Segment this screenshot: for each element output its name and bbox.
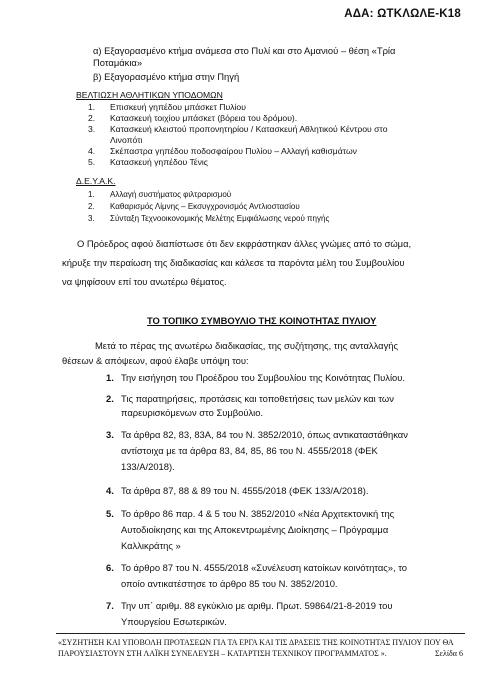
consideration-text: Την εισήγηση του Προέδρου του Συμβουλίου της Κοινότητας Πυλίου. (121, 372, 405, 383)
consideration-text: Την υπ΄ αριθμ. 88 εγκύκλιο με αριθμ. Πρωτ. 59864/21-8-2019 του (121, 600, 393, 611)
list-number: 3. (88, 214, 95, 223)
list-text: Καθαρισμός Λίμνης – Εκσυγχρονισμός Αντλιοστασίου (110, 202, 300, 211)
deyak-section-title: Δ.Ε.Υ.Α.Κ. (76, 176, 116, 186)
consideration-number: 1. (106, 372, 114, 383)
list-text: Κατασκευή κλειστού προπονητηρίου / Κατασκευή Αθλητικού Κέντρου στο (110, 124, 388, 134)
consideration-text: 133/Α/2018). (121, 461, 175, 472)
list-number: 2. (88, 202, 95, 211)
footer-line2: ΠΑΡΟΥΣΙΑΣΤΟΥΝ ΣΤΗ ΛΑΪΚΗ ΣΥΝΕΛΕΥΣΗ – ΚΑΤΑΡΤΙΣΗ ΤΕΧΝΙΚΟΥ ΠΡΟΓΡΑΜΜΑΤΟΣ ». (58, 649, 387, 658)
after-paragraph-line1: Μετά το πέρας της ανωτέρω διαδικασίας, της συζήτησης, της ανταλλαγής (95, 340, 398, 351)
intro-paragraph-line1: Ο Πρόεδρος αφού διαπίστωσε ότι δεν εκφράστηκαν άλλες γνώμες από το σώμα, (77, 238, 412, 249)
list-text: Κατασκευή γηπέδου Τένις (110, 157, 208, 167)
item-a-line2: Ποταμάκια» (93, 57, 143, 68)
list-item (88, 201, 300, 212)
list-item (88, 189, 231, 200)
consideration-text: αντίστοιχα με τα άρθρα 83, 84, 85, 86 του Ν. 4555/2018 (ΦΕΚ (121, 445, 378, 456)
list-number: 1. (88, 190, 95, 199)
consideration-number: 5. (106, 508, 114, 519)
list-number: 3. (88, 124, 96, 134)
consideration-text: Το άρθρο 87 του Ν. 4555/2018 «Συνέλευση κατοίκων κοινότητας», το (121, 562, 407, 573)
intro-paragraph-line2: κήρυξε την περαίωση της διαδικασίας και κάλεσε τα παρόντα μέλη του Συμβουλίου (62, 257, 405, 268)
footer-divider (56, 633, 465, 634)
list-text: Κατασκευή τοιχίου μπάσκετ (βόρεια του δρόμου). (110, 113, 298, 123)
consideration-number: 3. (106, 429, 114, 440)
consideration-text: οποίο αντικατέστησε το άρθρο 85 του Ν. 3852/2010. (121, 578, 338, 589)
list-text: Σύνταξη Τεχνοοικονομικής Μελέτης Εμφιάλωσης νερού πηγής (110, 214, 330, 223)
consideration-text: Τα άρθρα 87, 88 & 89 του Ν. 4555/2018 (ΦΕΚ 133/Α/2018). (121, 485, 369, 496)
consideration-number: 2. (106, 393, 114, 404)
consideration-text: παρευρισκόμενων στο Συμβούλιο. (121, 407, 264, 418)
page-number: Σελίδα 6 (434, 649, 463, 658)
list-text-continued: Λινοπότι (110, 135, 143, 145)
intro-paragraph-line3: να ψηφίσουν επί του ανωτέρω θέματος. (62, 276, 227, 287)
list-item (88, 124, 387, 135)
list-item (88, 146, 357, 157)
consideration-number: 7. (106, 600, 114, 611)
list-item (88, 213, 329, 224)
item-a-line1: α) Εξαγορασμένο κτήμα ανάμεσα στο Πυλί και στο Αμανιού – θέση «Τρία (93, 45, 396, 56)
consideration-text: Τις παρατηρήσεις, προτάσεις και τοποθετήσεις των μελών και των (121, 393, 394, 404)
consideration-text: Το άρθρο 86 παρ. 4 & 5 του Ν. 3852/2010 «Νέα Αρχιτεκτονική της (121, 508, 395, 519)
list-number: 1. (88, 102, 96, 112)
list-text: Σκέπαστρα γηπέδου ποδοσφαίρου Πυλίου – Αλλαγή καθισμάτων (110, 146, 357, 156)
list-number: 2. (88, 113, 96, 123)
footer-line1: «ΣΥΖΗΤΗΣΗ ΚΑΙ ΥΠΟΒΟΛΗ ΠΡΟΤΑΣΕΩΝ ΓΙΑ ΤΑ ΕΡΓΑ ΚΑΙ ΤΙΣ ΔΡΑΣΕΙΣ ΤΗΣ ΚΟΙΝΟΤΗΤΑΣ ΠΥΛΙΟΥ ΠΟΥ ΘΑ (58, 638, 454, 647)
consideration-number: 6. (106, 562, 114, 573)
consideration-text: Υπουργείου Εσωτερικών. (121, 616, 227, 627)
list-text: Αλλαγή συστήματος φιλτραρισμού (110, 190, 232, 199)
ada-code: ΑΔΑ: ΩΤΚΛΩΛΕ-Κ18 (344, 8, 461, 20)
consideration-number: 4. (106, 485, 114, 496)
sports-section-title: ΒΕΛΤΙΩΣΗ ΑΘΛΗΤΙΚΩΝ ΥΠΟΔΟΜΩΝ (76, 90, 223, 100)
item-b: β) Εξαγορασμένο κτήμα στην Πηγή (93, 71, 240, 82)
consideration-text: Τα άρθρα 82, 83, 83Α, 84 του Ν. 3852/2010, όπως αντικαταστάθηκαν (121, 429, 408, 440)
list-number: 5. (88, 157, 96, 167)
council-title: ΤΟ ΤΟΠΙΚΟ ΣΥΜΒΟΥΛΙΟ ΤΗΣ ΚΟΙΝΟΤΗΤΑΣ ΠΥΛΙΟΥ (147, 315, 377, 326)
list-item (88, 102, 246, 113)
consideration-text: Καλλικράτης » (121, 540, 181, 551)
consideration-text: Αυτοδιοίκησης και της Αποκεντρωμένης Διοίκησης – Πρόγραμμα (121, 524, 389, 535)
list-item (88, 113, 297, 124)
list-text: Επισκευή γηπέδου μπάσκετ Πυλίου (110, 102, 246, 112)
list-number: 4. (88, 146, 96, 156)
after-paragraph-line2: θέσεων & απόψεων, αφού έλαβε υπόψη του: (62, 355, 249, 366)
list-item (88, 157, 208, 168)
